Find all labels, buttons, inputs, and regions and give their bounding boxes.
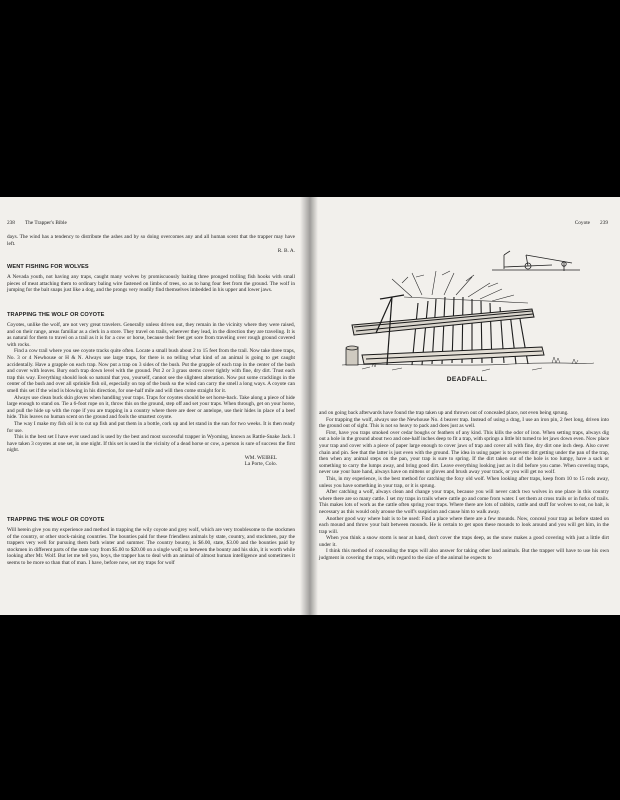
right-paragraph-8: I think this method of concealing the traps will also answer for taking other land animals. But the trapper will have to use his own judgment in covering the traps, with regard to the size of the animal he expects to: [319, 548, 609, 562]
right-paragraph-4: This, in my experience, is the best method for catching the foxy old wolf. When looking after traps, keep from 10 to 15 rods away, unless you have something in your trap, or it is sprung.: [319, 475, 609, 489]
left-page: [0, 197, 305, 615]
section-heading-fishing: WENT FISHING FOR WOLVES: [7, 264, 89, 270]
trapping-1-paragraph-1: Coyotes, unlike the wolf, are not very great travelers. Generally unless driven out, they remain in the vicinity where they were raised, and on their range, areas familiar as a clerk in a store. They travel on trails, wherever they lead, in the direction they are traveling. It is as natural for them to travel on a trail as it is for a cow or horse, because their feet get sore from traveling over rough ground covered with rocks.: [7, 322, 295, 348]
section-trapping-1-body: [7, 322, 295, 468]
left-page-number: 238: [7, 220, 15, 226]
right-paragraph-6: Another good way where bait is to be used: Find a place where there are a few mounds. Now, conceal your trap as before stated on each mound and throw your bait between mounds. He is certain to get upon these mounds to look around and you will get him, in the trap will.: [319, 515, 609, 535]
section-heading-trapping-1: TRAPPING THE WOLF OR COYOTE: [7, 312, 105, 318]
intro-block: [7, 234, 295, 255]
fishing-paragraph: A Nevada youth, not having any traps, caught many wolves by promiscuously baiting three pronged trolling fish hooks with small pieces of meat attaching them to ordinary baling wire fastened on limbs of trees, so as to hang four feet from the ground. The wolf in jumping for the bait snaps just like a dog, and the prongs very readily find themselves imbedded in his upper and lower jaws.: [7, 274, 295, 294]
trapping-2-paragraph: Will herein give you my experience and method in trapping the wily coyote and grey wolf, which are very troublesome to the stockmen of the country, or other stock-raising countries. The bounties paid for these friendless animals by state, country, and stockmen, pay the trappers very well for pursuing them both winter and summer. The country bounty, is $6.00, state, $3.00 and the bounties paid by stockmen in different parts of the state vary from $5.00 to $20.00 on a single wolf; so between the bounty and his skin, it is worth while looking after Mr. Wolf. But let me tell you, boys, the trapper has to deal with an animal of almost human intelligence and sometimes it seems to be more so than that of man. I have, before now, set my traps for wolf: [7, 527, 295, 566]
left-running-head: [7, 220, 67, 226]
right-body: [319, 410, 609, 562]
right-page: [312, 197, 620, 615]
right-page-number: 239: [600, 220, 608, 226]
right-paragraph-3: First, have you traps smoked over cedar boughs or feathers of any kind. This kills the odor of iron. When setting traps, always dig out a hole in the ground about two and one-half inches deep to fit a trap, with springs a little bit turned to let jaws down even. Now place your trap and cover with a piece of paper large enough to cover jaws of trap and cover all with fine, dry dirt one inch deep. Also cover chain and pin. See that the latter is just even with the ground. The idea in using paper is to prevent dirt getting under the pan of the trap, then when any animal steps on the pan, your trap is sure to spring. If the dirt taken out of the hole is too lumpy, have a sack or something to carry the lumps away, and bring good dirt. Leave everything looking just as it did before you came. When covering traps, never use your bare hand, always have on mittens or gloves and brush away your track, or you will get no wolf.: [319, 429, 609, 476]
left-running-title: The Trapper's Bible: [24, 220, 67, 226]
right-running-head: [575, 220, 608, 226]
trapping-1-signature-place: La Porte, Colo.: [244, 461, 277, 468]
intro-paragraph: days. The wind has a tendency to distribute the ashes and by so doing overcomes any and all human scent that the trapper may have left.: [7, 234, 295, 247]
right-running-title: Coyote: [574, 220, 591, 226]
trapping-1-paragraph-4: The way I make my fish oil is to cut up fish and put them in a bottle, cork up and let stand in the sun for two weeks. It is then ready for use.: [7, 420, 295, 434]
stump: [346, 346, 358, 365]
section-heading-trapping-2: TRAPPING THE WOLF OR COYOTE: [7, 517, 105, 523]
bottom-log: [362, 347, 544, 364]
right-paragraph-2: For trapping the wolf, always use the Newhouse No. 4 beaver trap. Instead of using a drag, I use an iron pin, 2 feet long, driven into the ground out of sight. This is not so heavy to pack and does just as well.: [319, 416, 609, 430]
trapping-1-paragraph-5: This is the best set I have ever used and is used by the best and most successful trapper in Wyoming, known as Rattle-Snake Jack. I have taken 3 coyotes at one set, in one night. If this set is used in the vicinity of a dead horse or cow, a person is sure of success the first night.: [7, 434, 295, 454]
book-spread: [0, 197, 620, 615]
right-paragraph-7: When you think a snow storm is near at hand, don't cover the traps deep, as the snow makes a good covering with just a little dirt under it.: [319, 535, 609, 548]
deadfall-illustration: [332, 237, 602, 397]
trapping-1-paragraph-2: Find a cow trail where you see coyote tracks quite often. Locate a small bush about 2 to 15 feet from the trail. Now take three traps, No. 3 or 4 Newhouse or H & N. Always use large traps, for there is no telling what kind of an animal is going to get caught accidentally. Have a grapple on each trap. Now put a trap on 3 sides of the bush. Put the grapple of each trap in the center of the bush and cover with leaves. Bury each trap down level with the ground. Put 2 or 3 grass stems cover tightly with fine, dry dirt. Trust each trap this way. Everything should look so natural that you, yourself, cannot see the slightest alteration. Now put some cracklings in the center of the bush and over all sprinkle fish oil, especially on top of the bush so the wind can carry the smell a long ways. A coyote can smell this set if the wind is blowing in his direction, for one-half mile and will then come straight for it.: [7, 348, 295, 394]
book-gutter-shadow: [300, 197, 318, 615]
trapping-1-paragraph-3: Always use clean buck skin gloves when handling your traps. Traps for coyotes should be set horse-back. Take along a piece of hide large enough to stand on. Tie a 6-foot rope on it, throw this on the ground, step off and set your traps. When through, get on your horse, and pull the hide up with the rope if you are trapping in a country where there are deer or antelope, use their hides in place of a beef hide. This leaves no human scent on the ground and fools the smartest coyote.: [7, 394, 295, 421]
deadfall-drawing: [332, 237, 602, 397]
right-paragraph-5: After catching a wolf, always clean and change your traps, because you will never catch two wolves in one place in this country where there are so many cattle. I set my traps in trails where cattle go and come from water. I set them at cross trails or in forks of trails. This makes lots of work as the cattle often spring your traps. Where there are lots of rabbits, cattle and stuff for wolves to eat, no bait, is necessary as this would only arouse the wolf's suspicion and cause him to walk away.: [319, 489, 609, 515]
section-trapping-2-body: [7, 527, 295, 567]
right-paragraph-1: and on going back afterwards have found the trap taken up and thrown out of concealed place, not even being sprung.: [319, 410, 569, 416]
intro-signature: R. B. A.: [277, 248, 295, 255]
brush-cover: [392, 271, 528, 303]
figure-caption: DEADFALL.: [446, 376, 488, 383]
trapping-1-signature-name: WM. WEIBEL: [244, 454, 277, 461]
trigger-detail: [492, 251, 580, 271]
section-fishing-body: [7, 274, 295, 294]
